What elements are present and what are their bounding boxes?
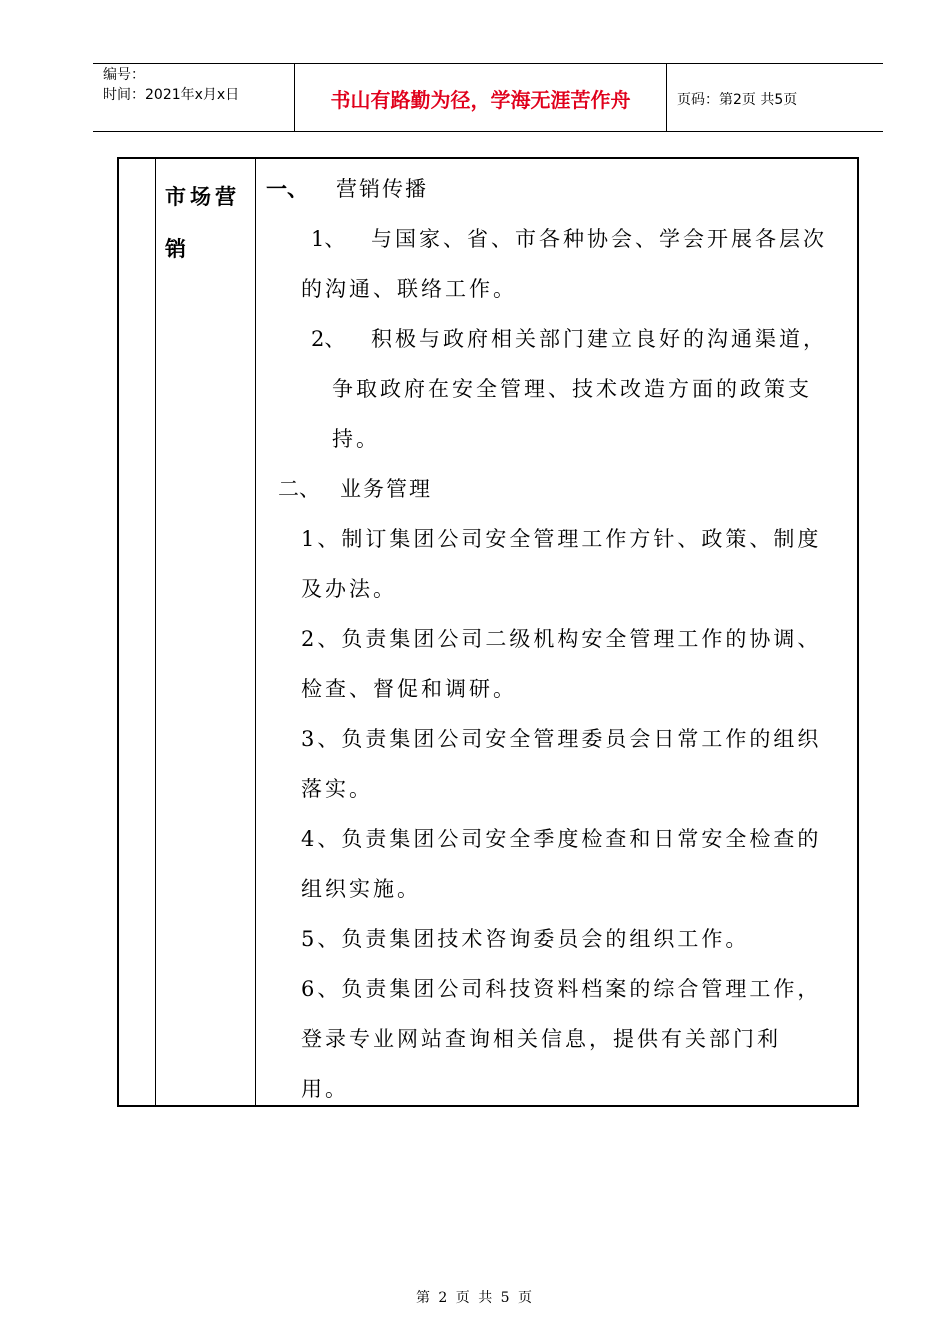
item-text: 5、负责集团技术咨询委员会的组织工作。 — [301, 927, 750, 951]
list-item-continuation — [266, 764, 850, 814]
section-number: 二、 — [278, 477, 320, 501]
list-item — [266, 214, 850, 264]
section-number: 一、 — [266, 176, 308, 201]
list-item — [266, 714, 850, 764]
header-page-cell — [667, 64, 883, 131]
list-item — [266, 814, 850, 864]
item-text: 与国家、省、市各种协会、学会开展各层次 — [371, 227, 827, 251]
duty-table — [117, 157, 859, 1107]
list-item — [266, 914, 850, 964]
item-text: 及办法。 — [301, 577, 397, 601]
item-number: 1、 — [311, 227, 346, 251]
item-text: 1、制订集团公司安全管理工作方针、政策、制度 — [301, 527, 822, 551]
document-time-label: 时间：2021年x月x日 — [103, 87, 240, 103]
item-text: 落实。 — [301, 777, 373, 801]
item-text: 4、负责集团公司安全季度检查和日常安全检查的 — [301, 827, 822, 851]
section-heading — [266, 464, 850, 514]
page-header — [93, 63, 883, 132]
list-item-continuation — [266, 1064, 850, 1114]
duty-content — [266, 164, 850, 1114]
list-item — [266, 314, 850, 364]
section-title: 业务管理 — [340, 477, 432, 501]
list-item-continuation — [266, 864, 850, 914]
item-text: 检查、督促和调研。 — [301, 677, 517, 701]
list-item-continuation — [266, 364, 850, 414]
list-item — [266, 964, 850, 1014]
document-number-label: 编号： — [103, 67, 145, 83]
page-footer: 第 2 页 共 5 页 — [415, 1290, 535, 1306]
list-item-continuation — [266, 1014, 850, 1064]
section-title: 营销传播 — [336, 177, 428, 201]
item-text: 用。 — [301, 1077, 349, 1101]
header-meta-cell — [93, 64, 295, 131]
list-item-continuation — [266, 414, 850, 464]
header-page-info: 页码：第2页 共5页 — [677, 92, 798, 108]
section-heading — [266, 164, 850, 214]
item-text: 2、负责集团公司二级机构安全管理工作的协调、 — [301, 627, 822, 651]
list-item-continuation — [266, 664, 850, 714]
list-item-continuation — [266, 264, 850, 314]
item-text: 3、负责集团公司安全管理委员会日常工作的组织 — [301, 727, 822, 751]
list-item-continuation — [266, 564, 850, 614]
table-divider-left — [155, 159, 156, 1105]
item-text: 积极与政府相关部门建立良好的沟通渠道， — [371, 327, 827, 351]
item-text: 持。 — [332, 427, 380, 451]
item-text: 组织实施。 — [301, 877, 421, 901]
list-item — [266, 614, 850, 664]
item-text: 6、负责集团公司科技资料档案的综合管理工作， — [301, 977, 822, 1001]
header-motto: 书山有路勤为径，学海无涯苦作舟 — [330, 88, 631, 112]
list-item — [266, 514, 850, 564]
item-number: 2、 — [311, 327, 346, 351]
item-text: 登录专业网站查询相关信息，提供有关部门利 — [301, 1027, 781, 1051]
department-name: 市场营销 — [165, 185, 240, 261]
header-motto-cell — [295, 64, 667, 131]
table-divider-right — [255, 159, 256, 1105]
item-text: 争取政府在安全管理、技术改造方面的政策支 — [332, 377, 812, 401]
item-text: 的沟通、联络工作。 — [301, 277, 517, 301]
